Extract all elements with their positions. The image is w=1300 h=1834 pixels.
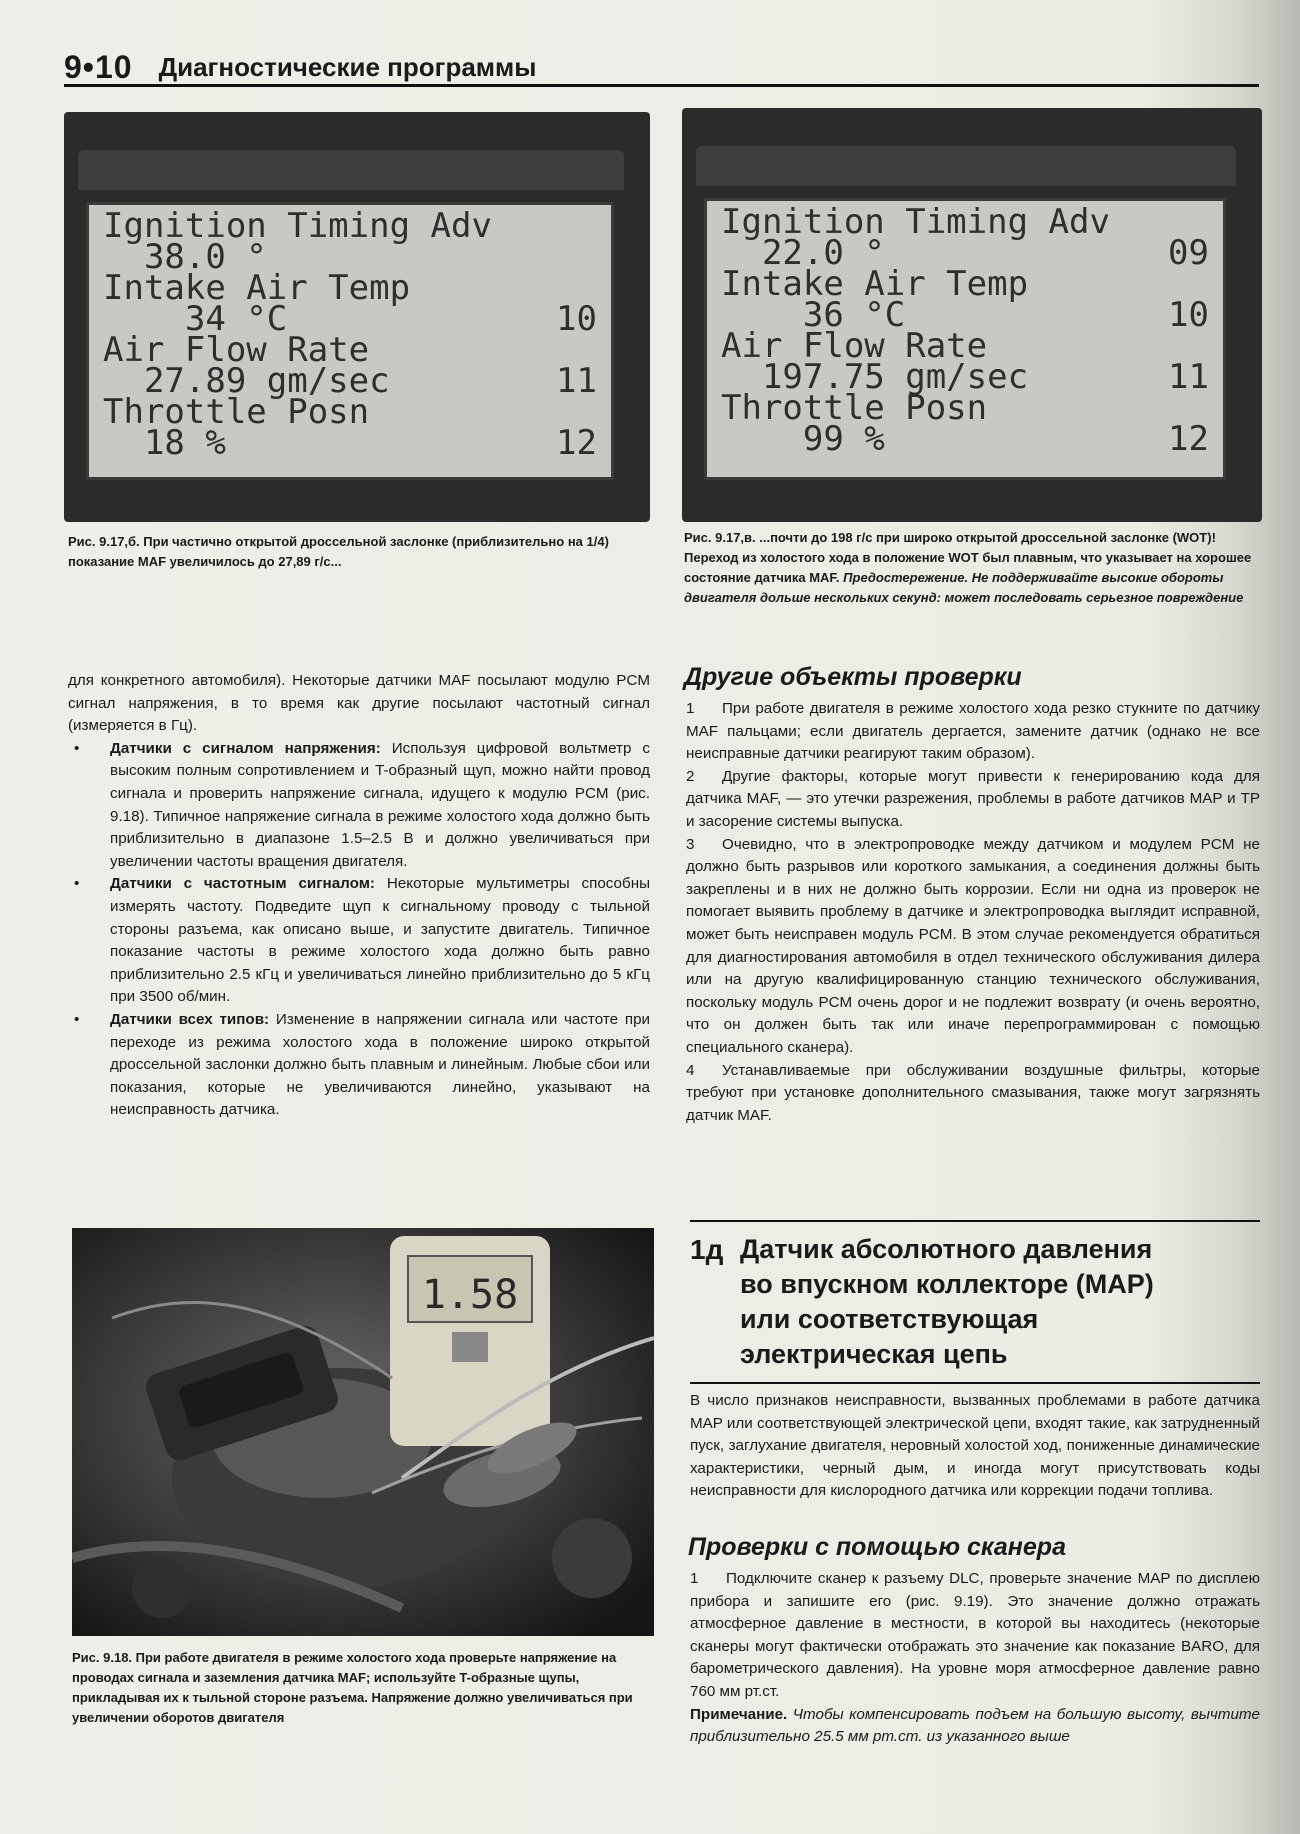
figure-9-18-photo [72,1228,654,1636]
lcd-line: Intake Air Temp [103,268,411,308]
numbered-paragraph: 2 Другие факторы, которые могут привести к генерированию кода для датчика MAF, — это утечки разрежения, проблемы в работе датчиков MAP и TP и засорение системы выпуска. [686,767,1260,830]
scanner-checks-text [690,1568,1260,1749]
lcd-line: 99 % 12 [721,419,1209,459]
note [690,1704,1260,1749]
list-item-term: Датчики с частотным сигналом: [110,875,375,893]
running-head [64,44,1259,87]
paragraph: для конкретного автомобиля). Некоторые датчики MAF посылают модулю PCM сигнал напряжения, в то время как другие посылают частотный сигнал (измеряется в Гц). [68,672,650,735]
section-title-line: Датчик абсолютного давления [740,1234,1153,1264]
chapter-title: Диагностические программы [158,52,537,82]
list-item-text: Используя цифровой вольтметр с высоким полным сопротивлением и T-образный щуп, можно найти провод сигнала и проверить напряжение сигнала, идущего к модулю PCM (рис. 9.18). Типичное напряжение сигнала в режиме холостого хода должно быть приблизительно в диапазоне 1.5–2.5 В и должно увеличиваться при увеличении частоты вращения двигателя. [110,739,650,870]
caption-warning: Предостережение. Не поддерживайте высокие обороты двигателя дольше нескольких секунд: может последовать серьезное повреждение [684,570,1244,605]
lcd-line: 27.89 gm/sec 11 [103,361,597,401]
numbered-paragraph: 1 Подключите сканер к разъему DLC, проверьте значение MAP по дисплею прибора и запишите его (рис. 9.19). Это значение должно отражать атмосферное давление в местности, в которой вы находитесь (некоторые сканеры могут фактически отображать это значение как показание BARO, для барометрического давления). На уровне моря атмосферное давление равно 760 мм рт.ст. [690,1570,1260,1700]
scanner-display [86,202,614,480]
figure-9-17b-caption: Рис. 9.17,б. При частично открытой дроссельной заслонке (приблизительно на 1/4) показание MAF увеличилось до 27,89 г/с... [68,534,609,569]
section-heading-1d [690,1220,1260,1384]
list-item [68,1009,650,1122]
section-number: 1д [690,1234,724,1265]
list-item [68,873,650,1009]
bullet-icon: • [74,1010,80,1028]
lcd-line: Intake Air Temp [721,264,1029,304]
page-number: 9•10 [64,49,133,85]
list-item-text: Изменение в напряжении сигнала или частоте при переходе из режима холостого хода в положение широко открытой дроссельной заслонки должно быть плавным и линейным. Любые сбои или показания, которые не увеличиваются линейно, указывают на неисправность датчика. [110,1010,650,1119]
lcd-line: Air Flow Rate [721,326,988,366]
lcd-line: Throttle Posn [103,392,370,432]
list-item-term: Датчики с сигналом напряжения: [110,739,381,757]
scanner-bezel [78,150,624,190]
bullet-icon: • [74,739,80,757]
left-column-text [68,670,650,1122]
list-item-text: Некоторые мультиметры способны измерять частоту. Подведите щуп к сигнальному проводу с тыльной стороны разъема, как описано выше, и запустите двигатель. Типичное показание частоты в режиме холостого хода должно быть равно приблизительно 2.5 кГц и увеличиваться линейно приблизительно до 5 кГц при 3500 об/мин. [110,875,651,1006]
numbered-paragraph: 4 Устанавливаемые при обслуживании воздушные фильтры, которые требуют при установке дополнительного смазывания, также могут загрязнять датчик MAF. [686,1061,1260,1124]
section-title-line: во впускном коллекторе (MAP) [740,1269,1154,1299]
section-1d-intro: В число признаков неисправности, вызванных проблемами в работе датчика MAP или соответствующей электрической цепи, входят такие, как затрудненный пуск, заглухание двигателя, неровный холостой ход, пониженные динамические характеристики, черный дым, и иногда могут присутствовать коды неисправности для кислородного датчика или коррекции подачи топлива. [690,1392,1260,1500]
caption-text: Рис. 9.17,в. ...почти до 198 г/с при широко открытой дроссельной заслонке (WOT)! Переход из холостого хода в положение WOT был плавным, что указывает на хорошее состояние датчика MAF. [684,530,1252,585]
figure-9-18-caption: Рис. 9.18. При работе двигателя в режиме холостого хода проверьте напряжение на проводах сигнала и заземления датчика MAF; используйте T-образные щупы, прикладывая их к тыльной стороне разъема. Напряжение должно увеличиваться при увеличении оборотов двигателя [72,1650,633,1725]
lcd-line: 22.0 ° 09 [721,233,1209,273]
list-item [68,738,650,874]
list-item-term: Датчики всех типов: [110,1010,270,1028]
section-title-line: или соответствующая [740,1304,1039,1334]
bullet-icon: • [74,875,80,893]
scanner-bezel [696,146,1236,186]
lcd-line: 18 % 12 [103,423,597,463]
section-title-line: электрическая цепь [740,1339,1008,1369]
figure-9-17b-photo [64,112,650,522]
lcd-line: 34 °C 10 [103,299,597,339]
numbered-paragraph: 1 При работе двигателя в режиме холостого хода резко стукните по датчику MAF пальцами; если двигатель дергается, замените датчик (однако не все неисправные датчики реагируют таким образом). [686,700,1260,763]
lcd-line: Air Flow Rate [103,330,370,370]
note-text: Чтобы компенсировать подъем на большую высоту, вычтите приблизительно 25.5 мм рт.ст. из указанного выше [690,1705,1260,1746]
figure-9-17c-photo [682,108,1262,522]
figure-9-17c-caption [684,528,1258,608]
subheading-scanner-checks: Проверки с помощью сканера [688,1533,1066,1561]
note-label: Примечание. [690,1705,788,1723]
lcd-line: 36 °C 10 [721,295,1209,335]
numbered-paragraph: 3 Очевидно, что в электропроводке между датчиком и модулем PCM не должно быть разрывов или короткого замыкания, а соединения должны быть закреплены и в них не должно быть коррозии. Если ни одна из проверок не помогает выявить проблему в датчике и электропроводка выглядит исправной, может быть неисправен модуль PCM. В этом случае рекомендуется обратиться для диагностирования автомобиля в отдел технического обслуживания дилера или на другую квалифицированную станцию технического обслуживания, поскольку модуль PCM очень дорог и не подлежит возврату (и очень вероятно, что он должен быть так или иначе перепрограммирован с помощью специального сканера). [686,835,1260,1056]
lcd-line: 197.75 gm/sec 11 [721,357,1209,397]
lcd-line: Throttle Posn [721,388,988,428]
section-heading-other-checks: Другие объекты проверки [684,663,1022,691]
lcd-line: 38.0 ° [103,237,267,277]
lcd-line: Ignition Timing Adv [103,206,492,246]
lcd-line: Ignition Timing Adv [721,202,1110,242]
multimeter-reading: 1.58 [421,1272,519,1318]
engine-bay-illustration [72,1228,654,1636]
right-column-text [686,698,1260,1127]
scanner-display [704,198,1226,480]
